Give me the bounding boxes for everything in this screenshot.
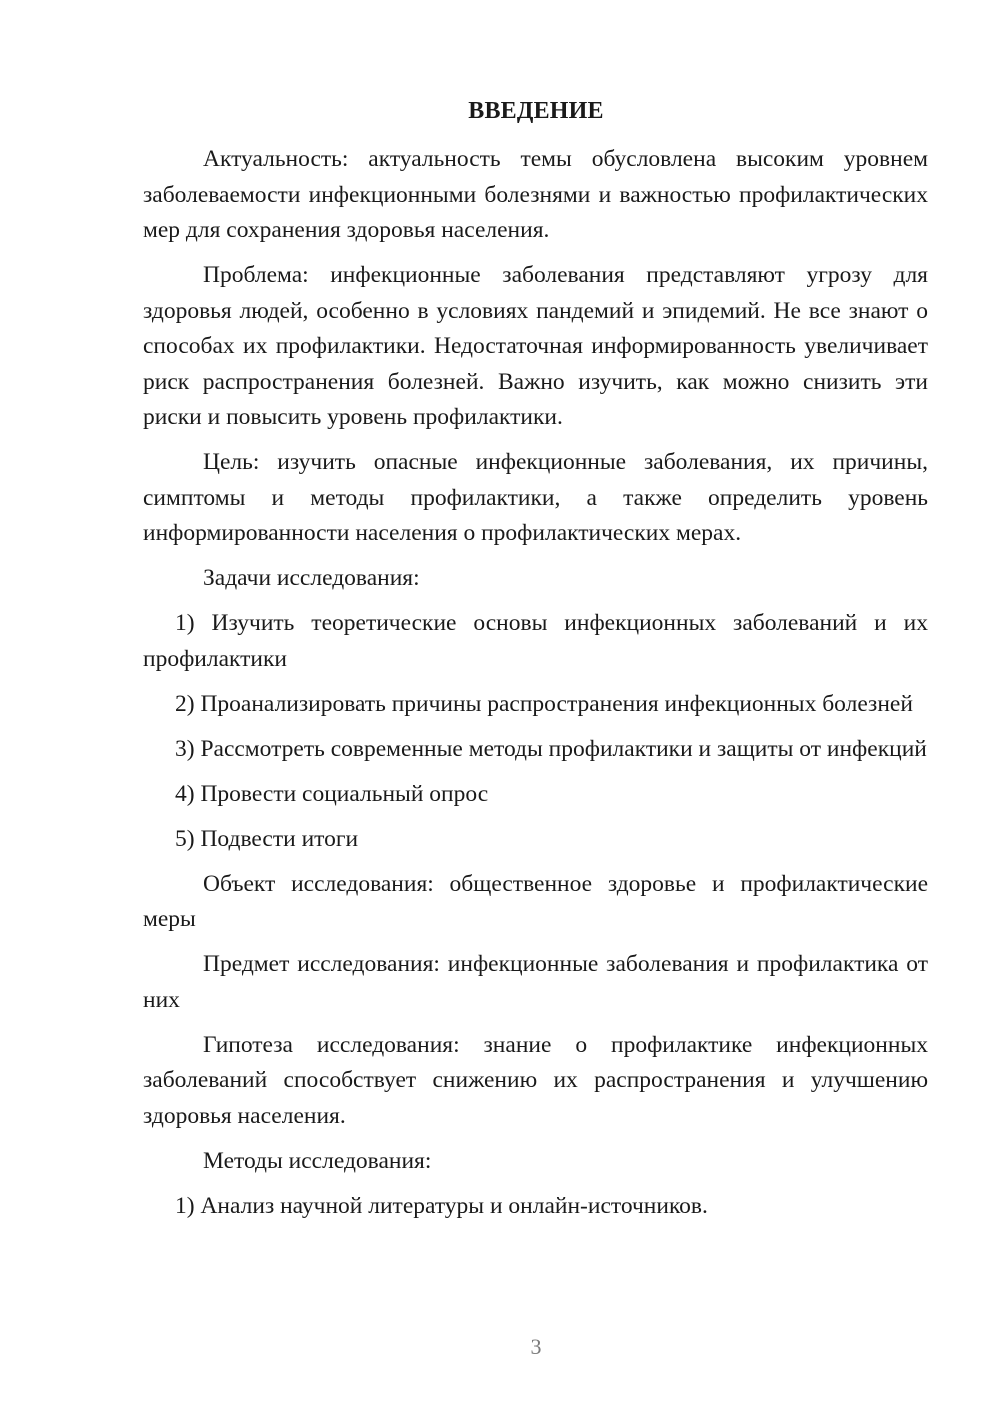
task-item: 1) Изучить теоретические основы инфекционных заболеваний и их профилактики xyxy=(143,610,928,672)
tasks-heading: Задачи исследования: xyxy=(203,565,420,591)
methods-heading: Методы исследования: xyxy=(203,1147,432,1174)
method-item: 1) Анализ научной литературы и онлайн-источников. xyxy=(175,1192,708,1219)
paragraph-problem: Проблема: инфекционные заболевания представляют угрозу для здоровья людей, особенно в условиях пандемий и эпидемий. Не все знают о способах их профилактики. Недостаточная информированность увеличивает риск распространения болезней. Важно изучить, как можно снизить эти риски и повысить уровень профилактики. xyxy=(143,262,928,430)
document-body xyxy=(143,142,928,1234)
paragraph-subject: Предмет исследования: инфекционные заболевания и профилактика от них xyxy=(143,951,928,1013)
paragraph-goal: Цель: изучить опасные инфекционные заболевания, их причины, симптомы и методы профилактики, а также определить уровень информированности населения о профилактических мерах. xyxy=(143,449,928,546)
paragraph-object: Объект исследования: общественное здоровье и профилактические меры xyxy=(143,870,928,932)
task-item: 2) Проанализировать причины распространения инфекционных болезней xyxy=(175,690,913,717)
task-item: 5) Подвести итоги xyxy=(175,825,359,852)
page-number: 3 xyxy=(530,1334,542,1359)
task-item: 3) Рассмотреть современные методы профилактики и защиты от инфекций xyxy=(175,735,927,762)
page-title: ВВЕДЕНИЕ xyxy=(468,98,604,124)
paragraph-relevance: Актуальность: актуальность темы обусловлена высоким уровнем заболеваемости инфекционными болезнями и важностью профилактических мер для сохранения здоровья населения. xyxy=(143,146,928,243)
paragraph-hypothesis: Гипотеза исследования: знание о профилактике инфекционных заболеваний способствует снижению их распространения и улучшению здоровья населения. xyxy=(143,1031,928,1129)
task-item: 4) Провести социальный опрос xyxy=(175,780,489,807)
